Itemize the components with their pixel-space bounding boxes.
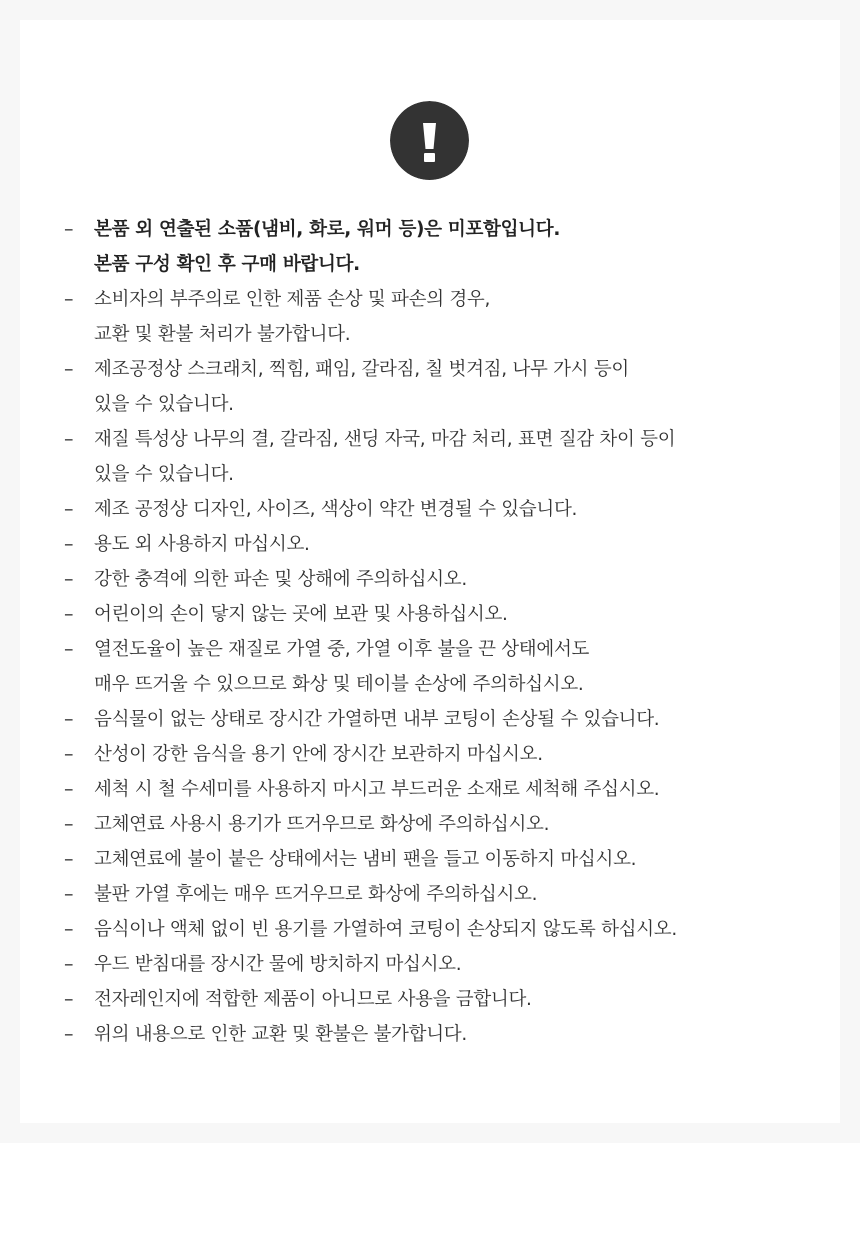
dash-bullet: –: [64, 603, 74, 625]
caution-item: [64, 597, 824, 632]
caution-text-line: 우드 받침대를 장시간 물에 방치하지 마십시오.: [94, 954, 462, 975]
caution-text-line: 산성이 강한 음식을 용기 안에 장시간 보관하지 마십시오.: [94, 744, 543, 765]
dash-bullet: –: [64, 883, 74, 905]
caution-item: [64, 632, 824, 702]
caution-item: [64, 737, 824, 772]
dash-bullet: –: [64, 288, 74, 310]
caution-item: [64, 807, 824, 842]
caution-text: [94, 947, 824, 982]
caution-text: [94, 422, 824, 492]
caution-item: [64, 702, 824, 737]
caution-text-line: 전자레인지에 적합한 제품이 아니므로 사용을 금합니다.: [94, 989, 532, 1010]
caution-text: [94, 597, 824, 632]
caution-text: [94, 492, 824, 527]
caution-text-line: 고체연료에 불이 붙은 상태에서는 냄비 팬을 들고 이동하지 마십시오.: [94, 849, 637, 870]
caution-text-line: 불판 가열 후에는 매우 뜨거우므로 화상에 주의하십시오.: [94, 884, 538, 905]
caution-text-line: 고체연료 사용시 용기가 뜨거우므로 화상에 주의하십시오.: [94, 814, 550, 835]
caution-text-line: 위의 내용으로 인한 교환 및 환불은 불가합니다.: [94, 1024, 467, 1045]
caution-item: [64, 352, 824, 422]
dash-bullet: –: [64, 778, 74, 800]
dash-bullet: –: [64, 708, 74, 730]
caution-item: [64, 772, 824, 807]
caution-text-line: 음식물이 없는 상태로 장시간 가열하면 내부 코팅이 손상될 수 있습니다.: [94, 709, 660, 730]
caution-item: [64, 877, 824, 912]
dash-bullet: –: [64, 533, 74, 555]
caution-text-line: 본품 외 연출된 소품(냄비, 화로, 워머 등)은 미포함입니다.: [94, 219, 561, 240]
caution-text: [94, 527, 824, 562]
dash-bullet: –: [64, 638, 74, 660]
caution-text-line: 열전도율이 높은 재질로 가열 중, 가열 이후 불을 끈 상태에서도: [94, 639, 590, 660]
dash-bullet: –: [64, 218, 74, 240]
caution-text-line: 제조 공정상 디자인, 사이즈, 색상이 약간 변경될 수 있습니다.: [94, 499, 578, 520]
dash-bullet: –: [64, 813, 74, 835]
dash-bullet: –: [64, 568, 74, 590]
caution-text: [94, 772, 824, 807]
caution-list: [64, 212, 824, 1052]
caution-text-line: 교환 및 환불 처리가 불가합니다.: [94, 324, 351, 345]
caution-text-line: 세척 시 철 수세미를 사용하지 마시고 부드러운 소재로 세척해 주십시오.: [94, 779, 660, 800]
caution-text-line: 음식이나 액체 없이 빈 용기를 가열하여 코팅이 손상되지 않도록 하십시오.: [94, 919, 677, 940]
caution-item: [64, 492, 824, 527]
caution-text: [94, 282, 824, 352]
caution-text: [94, 877, 824, 912]
caution-text-line: 있을 수 있습니다.: [94, 394, 234, 415]
caution-item: [64, 562, 824, 597]
caution-item: [64, 842, 824, 877]
caution-text: [94, 737, 824, 772]
caution-item: [64, 1017, 824, 1052]
dash-bullet: –: [64, 743, 74, 765]
caution-item: [64, 282, 824, 352]
caution-text-line: 있을 수 있습니다.: [94, 464, 234, 485]
dash-bullet: –: [64, 988, 74, 1010]
caution-text-line: 매우 뜨거울 수 있으므로 화상 및 테이블 손상에 주의하십시오.: [94, 674, 584, 695]
caution-text: [94, 562, 824, 597]
caution-text: [94, 807, 824, 842]
caution-text: [94, 632, 824, 702]
caution-text-line: 제조공정상 스크래치, 찍힘, 패임, 갈라짐, 칠 벗겨짐, 나무 가시 등이: [94, 359, 629, 380]
caution-text-line: 본품 구성 확인 후 구매 바랍니다.: [94, 254, 360, 275]
caution-item: [64, 947, 824, 982]
caution-text: [94, 842, 824, 877]
caution-text: [94, 912, 824, 947]
caution-item: [64, 912, 824, 947]
dash-bullet: –: [64, 428, 74, 450]
dash-bullet: –: [64, 1023, 74, 1045]
caution-item: [64, 422, 824, 492]
dash-bullet: –: [64, 953, 74, 975]
caution-item: [64, 527, 824, 562]
caution-text-line: 강한 충격에 의한 파손 및 상해에 주의하십시오.: [94, 569, 467, 590]
notice-card: [20, 20, 840, 1123]
caution-text: [94, 702, 824, 737]
caution-text: [94, 982, 824, 1017]
caution-text-line: 용도 외 사용하지 마십시오.: [94, 534, 310, 555]
caution-item: [64, 982, 824, 1017]
dash-bullet: –: [64, 358, 74, 380]
dash-bullet: –: [64, 848, 74, 870]
caution-text: [94, 1017, 824, 1052]
exclamation-circle-icon: [390, 101, 469, 180]
caution-text: [94, 212, 824, 282]
caution-text: [94, 352, 824, 422]
caution-item: [64, 212, 824, 282]
caution-text-line: 재질 특성상 나무의 결, 갈라짐, 샌딩 자국, 마감 처리, 표면 질감 차이 등이: [94, 429, 676, 450]
caution-text-line: 소비자의 부주의로 인한 제품 손상 및 파손의 경우,: [94, 289, 491, 310]
caution-text-line: 어린이의 손이 닿지 않는 곳에 보관 및 사용하십시오.: [94, 604, 508, 625]
dash-bullet: –: [64, 498, 74, 520]
dash-bullet: –: [64, 918, 74, 940]
